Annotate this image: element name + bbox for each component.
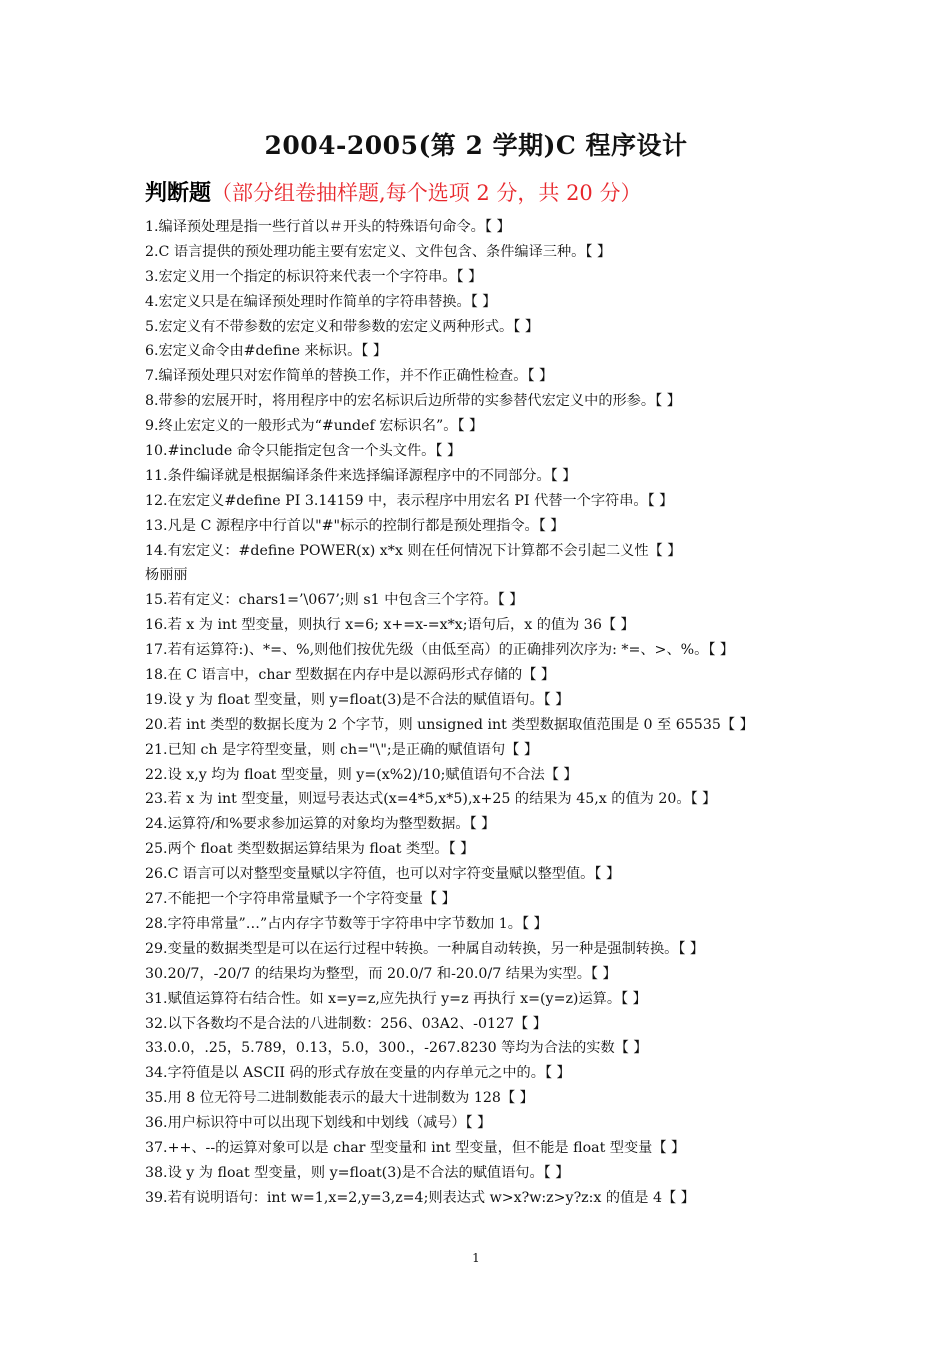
question-line: 6.宏定义命令由#define 来标识。【 】 xyxy=(145,343,388,360)
question-line: 24.运算符/和%要求参加运算的对象均为整型数据。【 】 xyxy=(145,816,496,833)
question-line: 22.设 x,y 均为 float 型变量，则 y=(x%2)/10;赋值语句不合法【 】 xyxy=(145,766,578,783)
question-line: 21.已知 ch 是字符型变量，则 ch="\";是正确的赋值语句【 】 xyxy=(145,741,539,758)
question-list xyxy=(145,215,935,1211)
question-line: 35.用 8 位无符号二进制数能表示的最大十进制数为 128【 】 xyxy=(145,1090,534,1107)
question-line: 11.条件编译就是根据编译条件来选择编译源程序中的不同部分。【 】 xyxy=(145,467,577,484)
question-line: 34.字符值是以 ASCII 码的形式存放在变量的内存单元之中的。【 】 xyxy=(145,1065,571,1082)
question-line: 23.若 x 为 int 型变量，则逗号表达式(x=4*5,x*5),x+25 的结果为 45,x 的值为 20。【 】 xyxy=(145,791,717,808)
question-line: 4.宏定义只是在编译预处理时作简单的字符串替换。【 】 xyxy=(145,293,497,310)
question-line: 29.变量的数据类型是可以在运行过程中转换。一种属自动转换，另一种是强制转换。【 】 xyxy=(145,940,705,957)
question-line: 17.若有运算符:)、*=、%,则他们按优先级（由低至高）的正确排列次序为: *=、>、%。【 】 xyxy=(145,642,735,659)
question-line: 30.20/7，-20/7 的结果均为整型，而 20.0/7 和-20.0/7 结果为实型。【 】 xyxy=(145,965,617,982)
section-heading-note: （部分组卷抽样题,每个选项 2 分，共 20 分） xyxy=(211,181,642,205)
question-line: 15.若有定义：chars1=’\067’;则 s1 中包含三个字符。【 】 xyxy=(145,592,524,609)
page-number: 1 xyxy=(472,1251,480,1265)
question-line: 18.在 C 语言中，char 型数据在内存中是以源码形式存储的【 】 xyxy=(145,667,556,684)
section-heading xyxy=(145,176,641,207)
question-line: 37.++、--的运算对象可以是 char 型变量和 int 型变量，但不能是 float 型变量【 】 xyxy=(145,1139,686,1156)
section-heading-label: 判断题 xyxy=(145,180,212,206)
question-line: 9.终止宏定义的一般形式为“#undef 宏标识名”。【 】 xyxy=(145,418,484,435)
question-line: 16.若 x 为 int 型变量，则执行 x=6; x+=x-=x*x;语句后，x 的值为 36【 】 xyxy=(145,617,635,634)
question-line: 5.宏定义有不带参数的宏定义和带参数的宏定义两种形式。【 】 xyxy=(145,318,540,335)
question-line: 14.有宏定义：#define POWER(x) x*x 则在任何情况下计算都不会引起二义性【 】 xyxy=(145,542,682,559)
question-line: 1.编译预处理是指一些行首以＃开头的特殊语句命令。【 】 xyxy=(145,219,511,235)
question-line: 8.带参的宏展开时，将用程序中的宏名标识后边所带的实参替代宏定义中的形参。【 】 xyxy=(145,393,681,410)
question-line: 39.若有说明语句：int w=1,x=2,y=3,z=4;则表达式 w>x?w:z>y?z:x 的值是 4【 】 xyxy=(145,1189,695,1206)
question-line: 3.宏定义用一个指定的标识符来代表一个字符串。【 】 xyxy=(145,268,483,285)
page-title: 2004-2005(第 2 学期)C 程序设计 xyxy=(264,131,688,160)
question-line: 27.不能把一个字符串常量赋予一个字符变量【 】 xyxy=(145,891,456,908)
question-line: 20.若 int 类型的数据长度为 2 个字节，则 unsigned int 类型数据取值范围是 0 至 65535【 】 xyxy=(145,716,754,733)
question-line: 38.设 y 为 float 型变量，则 y=float(3)是不合法的赋值语句。【 】 xyxy=(145,1164,570,1181)
question-line: 26.C 语言可以对整型变量赋以字符值，也可以对字符变量赋以整型值。【 】 xyxy=(145,866,621,883)
question-line: 32.以下各数均不是合法的八进制数：256、03A2、-0127【 】 xyxy=(145,1015,547,1032)
question-line: 12.在宏定义#define PI 3.14159 中，表示程序中用宏名 PI 代替一个字符串。【 】 xyxy=(145,492,674,509)
question-line: 13.凡是 C 源程序中行首以"#"标示的控制行都是预处理指令。【 】 xyxy=(145,517,565,534)
question-line: 19.设 y 为 float 型变量，则 y=float(3)是不合法的赋值语句。【 】 xyxy=(145,691,570,708)
question-line: 28.字符串常量”…”占内存字节数等于字符串中字节数加 1。【 】 xyxy=(145,915,548,932)
question-line: 10.#include 命令只能指定包含一个头文件。【 】 xyxy=(145,443,462,460)
question-line: 7.编译预处理只对宏作简单的替换工作，并不作正确性检查。【 】 xyxy=(145,368,554,385)
question-line: 31.赋值运算符右结合性。如 x=y=z,应先执行 y=z 再执行 x=(y=z)运算。【 】 xyxy=(145,990,647,1007)
question-line: 33.0.0，.25，5.789，0.13，5.0，300.，-267.8230 等均为合法的实数【 】 xyxy=(145,1040,648,1057)
question-line: 36.用户标识符中可以出现下划线和中划线（减号）【 】 xyxy=(145,1115,492,1132)
question-line: 25.两个 float 类型数据运算结果为 float 类型。【 】 xyxy=(145,841,475,858)
question-line: 2.C 语言提供的预处理功能主要有宏定义、文件包含、条件编译三种。【 】 xyxy=(145,243,612,260)
question-line: 杨丽丽 xyxy=(145,567,188,584)
